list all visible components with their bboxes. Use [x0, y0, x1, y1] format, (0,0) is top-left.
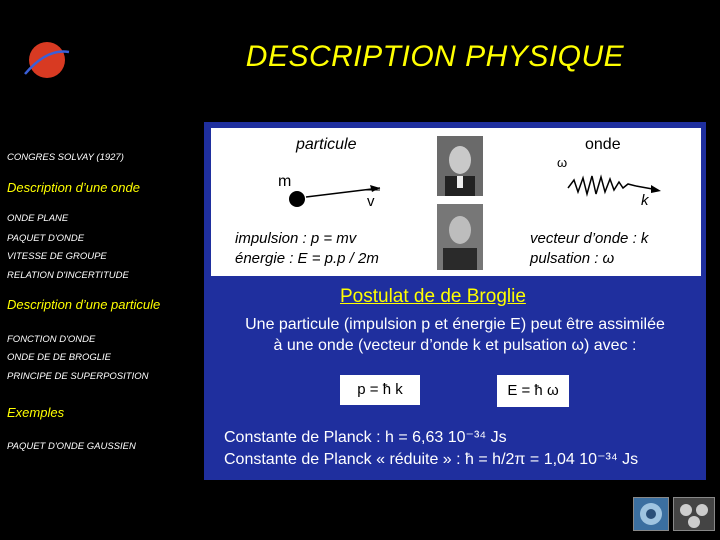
postulate-title: Postulat de de Broglie [340, 286, 526, 307]
mass-label: m [278, 173, 292, 190]
omega-label: ω [557, 155, 568, 170]
sidebar-item-wave-packet[interactable]: PAQUET D'ONDE [7, 233, 85, 244]
particle-heading: particule [296, 136, 357, 153]
velocity-label: v [367, 193, 375, 210]
pulsation-text: pulsation : ω [530, 250, 615, 267]
equation-momentum: p = ħ k [340, 375, 420, 405]
sidebar-item-group-velocity[interactable]: VITESSE DE GROUPE [7, 251, 107, 262]
reduced-planck-constant: Constante de Planck « réduite » : ħ = h/2π = 1,04 10⁻³⁴ Js [224, 451, 639, 468]
sidebar-section-wave[interactable]: Description d’une onde [7, 180, 140, 195]
wave-heading: onde [585, 136, 621, 153]
sidebar-item-plane-wave[interactable]: ONDE PLANE [7, 213, 69, 224]
photo-scientist [437, 204, 483, 270]
equation-energy: E = ħ ω [497, 375, 569, 407]
sidebar-section-examples[interactable]: Exemples [7, 405, 65, 420]
energy-text: énergie : E = p.p / 2m [235, 250, 379, 267]
sidebar-item-de-broglie-wave[interactable]: ONDE DE DE BROGLIE [7, 352, 111, 363]
nav-atom-icon[interactable] [673, 497, 715, 531]
k-label: k [641, 192, 649, 209]
sidebar-item-gaussian-packet[interactable]: PAQUET D'ONDE GAUSSIEN [7, 441, 136, 452]
sidebar-item-wave-function[interactable]: FONCTION D'ONDE [7, 334, 96, 345]
planck-constant: Constante de Planck : h = 6,63 10⁻³⁴ Js [224, 429, 507, 446]
particle-diagram [284, 182, 394, 212]
impulse-text: impulsion : p = mv [235, 230, 357, 247]
sidebar-item-conference[interactable]: CONGRES SOLVAY (1927) [7, 152, 124, 163]
wave-diagram [566, 170, 666, 200]
postulate-line2: à une onde (vecteur d’onde k et pulsation ω) avec : [273, 337, 637, 354]
sidebar-section-particle[interactable]: Description d’une particule [7, 297, 161, 312]
photo-de-broglie [437, 136, 483, 196]
wave-vector-text: vecteur d’onde : k [530, 230, 649, 247]
sidebar-item-superposition[interactable]: PRINCIPE DE SUPERPOSITION [7, 371, 149, 382]
logo-icon [22, 40, 72, 80]
nav-home-icon[interactable] [633, 497, 669, 531]
postulate-line1: Une particule (impulsion p et énergie E) peut être assimilée [245, 316, 665, 333]
sidebar-item-uncertainty[interactable]: RELATION D'INCERTITUDE [7, 270, 129, 281]
page-title: DESCRIPTION PHYSIQUE [245, 40, 625, 73]
